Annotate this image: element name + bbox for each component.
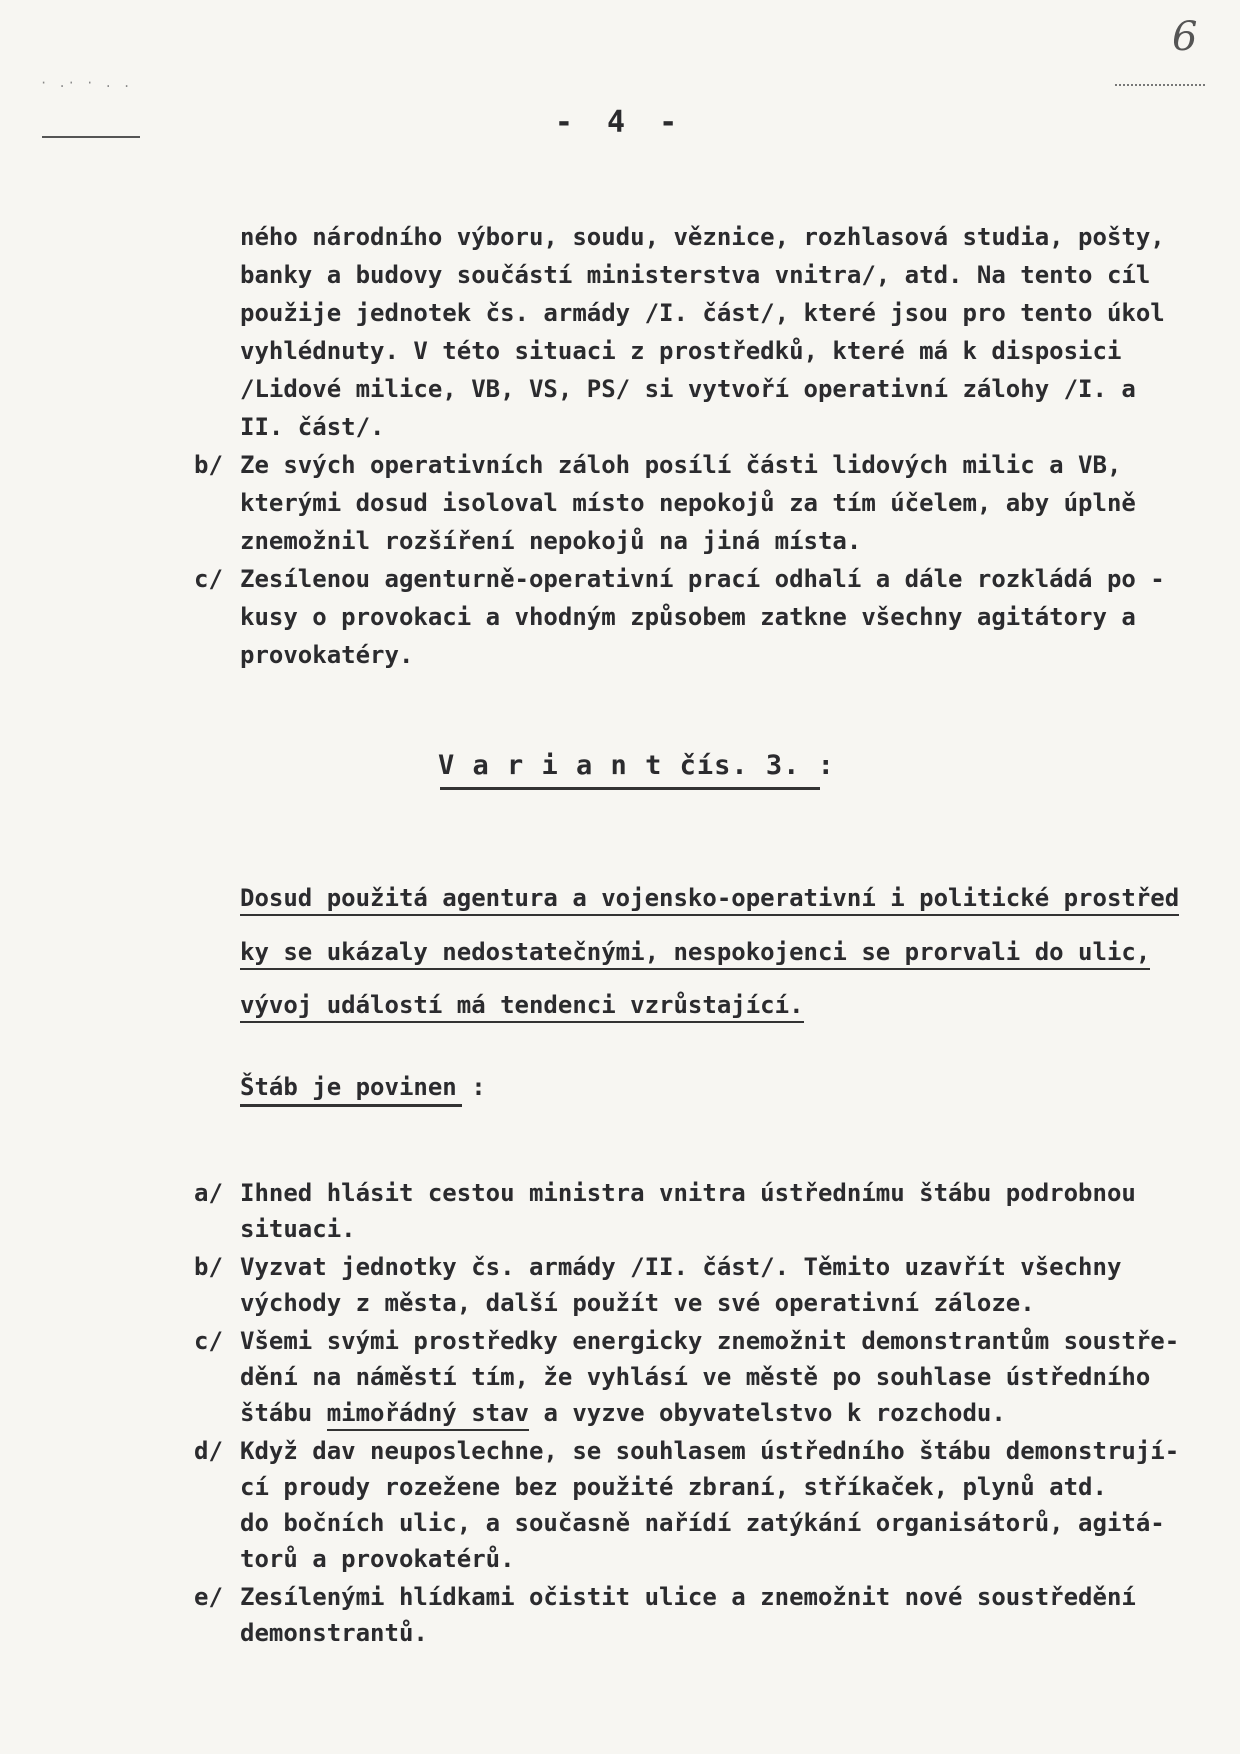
situation-line: [240, 937, 1150, 967]
list-item-line: Zesílenými hlídkami očistit ulice a znemožnit nové soustředění: [240, 1583, 1136, 1611]
situation-text: Dosud použitá agentura a vojensko-operativní i politické prostřed: [240, 884, 1179, 916]
intro-line: vyhlédnuty. V této situaci z prostředků, které má k disposici: [240, 337, 1122, 365]
list-item-line: kterými dosud isoloval místo nepokojů za tím účelem, aby úplně: [240, 489, 1136, 517]
variant-heading: V a r i a n t čís. 3. :: [438, 750, 835, 781]
list-item-line: cí proudy rozežene bez použité zbraní, stříkaček, plynů atd.: [240, 1473, 1107, 1501]
list-item-line: situaci.: [240, 1215, 356, 1243]
list-label: b/: [194, 1253, 223, 1281]
staff-heading-underline: [240, 1104, 462, 1107]
list-item-line: Když dav neuposlechne, se souhlasem ústředního štábu demonstrují-: [240, 1437, 1180, 1465]
line-part: a vyzve obyvatelstvo k rozchodu.: [529, 1399, 1006, 1427]
situation-text: ky se ukázaly nedostatečnými, nespokojenci se prorvali do ulic,: [240, 938, 1150, 970]
list-label: c/: [194, 565, 223, 593]
intro-line: /Lidové milice, VB, VS, PS/ si vytvoří operativní zálohy /I. a: [240, 375, 1136, 403]
list-label: c/: [194, 1327, 223, 1355]
intro-line: II. část/.: [240, 413, 385, 441]
list-item-line: Vyzvat jednotky čs. armády /II. část/. Těmito uzavřít všechny: [240, 1253, 1122, 1281]
list-item-line: do bočních ulic, a současně nařídí zatýkání organisátorů, agitá-: [240, 1509, 1165, 1537]
corner-smudge: · .· · . .: [40, 76, 133, 90]
situation-text: vývoj událostí má tendenci vzrůstající.: [240, 991, 804, 1023]
list-label: a/: [194, 1179, 223, 1207]
list-item-line: Zesílenou agenturně-operativní prací odhalí a dále rozkládá po -: [240, 565, 1165, 593]
list-label: b/: [194, 451, 223, 479]
handwritten-page-number: 6: [1172, 14, 1198, 60]
list-item-line: východy z města, další použít ve své operativní záloze.: [240, 1289, 1035, 1317]
list-item-line: Ihned hlásit cestou ministra vnitra ústřednímu štábu podrobnou: [240, 1179, 1136, 1207]
page-number: - 4 -: [554, 105, 686, 140]
list-item-line: znemožnil rozšíření nepokojů na jiná místa.: [240, 527, 862, 555]
list-item-line: Všemi svými prostředky energicky znemožnit demonstrantům soustře-: [240, 1327, 1180, 1355]
list-item-line: [240, 1398, 1006, 1428]
list-item-line: kusy o provokaci a vhodným způsobem zatkne všechny agitátory a: [240, 603, 1136, 631]
situation-line: [240, 990, 804, 1020]
list-item-line: torů a provokatérů.: [240, 1545, 515, 1573]
line-part: štábu: [240, 1399, 327, 1427]
situation-line: [240, 883, 1179, 913]
list-item-line: demonstrantů.: [240, 1619, 428, 1647]
intro-line: banky a budovy součástí ministerstva vnitra/, atd. Na tento cíl: [240, 261, 1151, 289]
list-item-line: Ze svých operativních záloh posílí části lidových milic a VB,: [240, 451, 1122, 479]
emphasis-underlined: mimořádný stav: [327, 1399, 529, 1431]
list-item-line: dění na náměstí tím, že vyhlásí ve městě po souhlase ústředního: [240, 1363, 1151, 1391]
list-label: d/: [194, 1437, 223, 1465]
list-item-line: provokatéry.: [240, 641, 414, 669]
corner-rule-right: [1115, 84, 1205, 86]
intro-line: použije jednotek čs. armády /I. část/, které jsou pro tento úkol: [240, 299, 1165, 327]
intro-line: ného národního výboru, soudu, věznice, rozhlasová studia, pošty,: [240, 223, 1165, 251]
variant-heading-underline: [440, 787, 820, 790]
list-label: e/: [194, 1583, 223, 1611]
staff-heading: Štáb je povinen :: [240, 1073, 486, 1101]
